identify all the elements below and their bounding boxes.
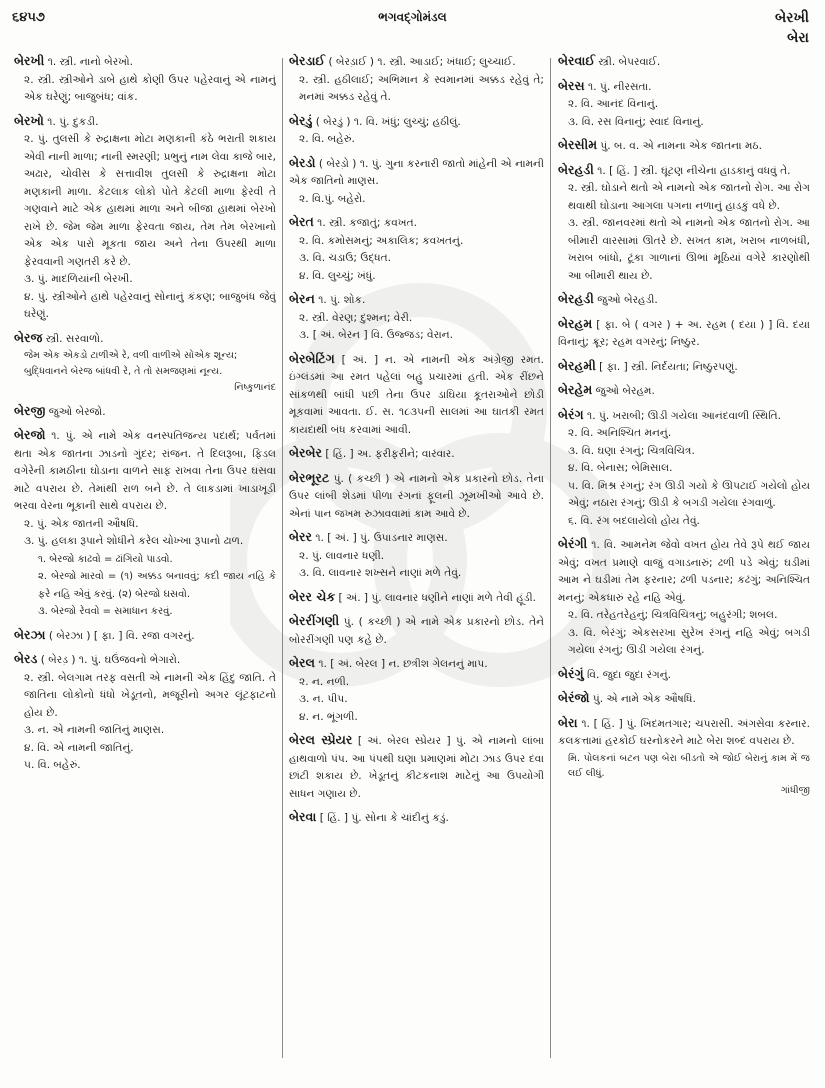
dictionary-entry	[558, 136, 810, 156]
dictionary-entry	[289, 612, 544, 649]
entry-idiom: ૩. બેરજો રેવવો = સમાધાન કરવું.	[38, 606, 173, 617]
entry-headword: બેરત	[289, 214, 314, 229]
entry-sense: ( બેરડ઼ાઈ ) ૧. સ્ત્રી. આડાઈ; ખંધાઈ; લુચ્ચાઈ.	[328, 56, 516, 68]
dictionary-entry	[289, 654, 544, 726]
entry-headword: બેરસીમ	[558, 137, 598, 152]
dictionary-entry	[558, 689, 810, 709]
dictionary-entry	[558, 665, 810, 685]
dictionary-entry	[558, 77, 810, 132]
column-1	[14, 52, 276, 1082]
entry-sense: ૩. વિ. રસ વિનાનું; સ્વાદ વિનાનું.	[568, 115, 704, 128]
entry-headword: બેરબેટિંગ	[289, 350, 335, 366]
entry-headword: બેરહેમ	[558, 382, 593, 397]
entry-sense: ( બેરડ઼ ) ૧. પું. ઘઉંજવનો ભેગારો.	[40, 654, 181, 666]
entry-headword: બેરર ચેક	[289, 588, 336, 604]
dictionary-entry	[558, 535, 810, 660]
entry-sense: પું. એ નામે એક ઔષધિ.	[592, 693, 696, 705]
entry-sense: ( બેરઝા ) [ ફા. ] વિ. રજા વગરનું.	[48, 629, 195, 642]
dictionary-entry	[558, 406, 810, 531]
entry-headword: બેરડ	[14, 651, 38, 666]
guide-word-first: બેરખી	[775, 10, 809, 26]
entry-headword: બેરખો	[14, 112, 44, 128]
entry-sense: ૩. વિ. લાવનાર શખ્સને નાણાં મળે તેવું.	[299, 567, 462, 579]
dictionary-entry	[289, 808, 544, 828]
dictionary-entry	[14, 329, 276, 397]
entry-sense: ૩. પું. માદળિયાંની બેરખી.	[24, 273, 133, 285]
entry-sense: ૩. વિ. ચડાઉ; ઉદ્ધત.	[299, 252, 392, 264]
column-2	[289, 52, 544, 1082]
entry-sense: ૨. વિ. બહેરું.	[299, 133, 355, 145]
entry-sense: ૩. [ અં. બેરન ] વિ. ઉજ્જડ; વેરાન.	[299, 329, 453, 341]
entry-headword: બેરબેર	[289, 445, 323, 460]
entry-sense: ૪. વિ. એ નામની જાતિનું.	[24, 741, 134, 754]
dictionary-body	[0, 52, 825, 1082]
entry-sense: ૨. સ્ત્રી. સ્ત્રીઓને ડાબે હાથે કોણી ઉપર પહેરવાનું એ નામનું એક ઘરેણું; બાજુબંધ; વાંક.	[24, 73, 276, 103]
quote-attribution: નિષ્કુળાનંદ	[234, 382, 276, 393]
dictionary-entry	[558, 315, 810, 352]
dictionary-entry	[289, 588, 544, 608]
guide-word-last: બેરા	[787, 30, 809, 46]
entry-sense: ૨. વિ.પું. બહેરો.	[299, 192, 366, 205]
entry-sense: [ ફા. બે ( વગર ) + અ. રહમ ( દયા ) ] વિ. દયા વિનાનું; ક્રૂર; રહમ વગરનું; નિષ્ઠુર.	[558, 318, 810, 348]
entry-sense: વિ. જુદા જુદા રંગનું.	[587, 668, 672, 681]
entry-headword: બેરંજો	[558, 690, 590, 705]
entry-sense: ૫. વિ. મિશ્ર રંગનું; રંગ ઊડી ગયો કે ઊપટાઈ ગયેલો હોય એવું; નઠારા રંગનું; ઊડી કે બગડી ગયેલા રંગવાળું.	[568, 479, 810, 509]
entry-sense: ( બેરડ઼ું ) ૧. વિ. ખંધું; લુચ્ચું; હઠીલું.	[315, 115, 461, 128]
entry-quote-line: જેમ એક એકડો ટાળીએ રે, વળી વાળીએ સોએક શૂન્ય;	[24, 350, 238, 361]
dictionary-entry	[289, 528, 544, 583]
entry-sense: [ હિં. ] અ. ફરીફરીને; વારંવાર.	[325, 448, 455, 460]
entry-sense: ૧. સ્ત્રી. કજાતું; કવખત.	[317, 217, 418, 229]
entry-sense: ૧. પું. શોક.	[318, 294, 366, 306]
entry-sense: ૧. [ અં. બેરલ ] ન. છત્રીશ ગેલનનું માપ.	[318, 658, 488, 670]
quote-attribution: ગાંધીજી	[780, 784, 810, 796]
entry-headword: બેરજો	[14, 427, 46, 442]
dictionary-entry	[289, 469, 544, 524]
entry-sense: [ અં. બેરલ સ્પ્રેયર ] પું. એ નામનો લાંબા હાથવાળો પંપ. આ પંપથી ઘણા પ્રમાણમાં મોટા ઝાડ ઉપર દવા છાંટી શકાય છે. ખેડૂતનું કીટકનાશ માટેનું આ ઉપયોગી સાધન ગણાય છે.	[289, 735, 544, 800]
running-title: ભગવદ્ગોમંડલ	[378, 10, 447, 24]
entry-sense: ૨. પું. એક જાતની ઔષધિ.	[24, 517, 139, 530]
entry-headword: બેરખી	[14, 53, 45, 68]
dictionary-entry	[14, 650, 276, 775]
entry-headword: બેરસ	[558, 77, 585, 93]
entry-headword: બેરંગ	[558, 406, 584, 422]
entry-sense: ૨. સ્ત્રી. બેલગામ તરફ વસતી એ નામની એક હિંદુ જાતિ. તે જાતિના લોકોનો ધંધો ખેડૂતનો, મજૂરીનો અગર લૂંટફાટનો હોય છે.	[24, 671, 276, 719]
dictionary-entry	[14, 426, 276, 621]
entry-sense: ૪. વિ. લુચ્ચું; ખંધું.	[299, 269, 376, 282]
entry-sense: ૧. [ અં. ] પું. ઉપાડનાર માણસ.	[315, 532, 448, 544]
entry-sense: [ અં. ] પું. લાવનાર ધણીને નાણાં મળે તેવી હૂંડી.	[338, 591, 537, 604]
entry-sense: પું. ( કચ્છી ) એ નામનો એક પ્રકારનો છોડ. તેના ઉપર લાંબી શેડમાં પીળા રંગનાં ફૂલની ઝૂમખીઓ આવે છે. એનાં પાન જખમ રુઝાવવામાં કામ આવે છે.	[289, 472, 544, 520]
entry-sense: ૩. ન. એ નામની જાતિનું માણસ.	[24, 724, 165, 736]
dictionary-entry	[14, 402, 276, 422]
dictionary-entry	[558, 714, 810, 800]
entry-sense: ૩. ન. પીપ.	[299, 693, 348, 705]
dictionary-entry	[558, 381, 810, 401]
entry-sense: ૩. વિ. ઘણા રંગનું; ચિત્રવિચિત્ર.	[568, 444, 695, 457]
dictionary-entry	[14, 112, 276, 324]
entry-headword: બેરવા	[289, 809, 317, 824]
entry-quote-line: બુદ્ધિવાનને બેરજ બાંધવી રે, તે તો સમજણમાં નૂન્ય.	[24, 365, 223, 377]
entry-headword: બેરડું	[289, 112, 313, 128]
entry-sense: ૨. વિ. કમોસમનું; અકાલિક; કવખતનું.	[299, 234, 464, 247]
entry-idiom: ૨. બેરજો મારવો = (૧) અક્કડ બનાવવું; કદી જાય નહિ કે ફરે નહિ એવું કરવું. (૨) બેરજો ઘસવો.	[38, 571, 276, 600]
dictionary-entry	[289, 52, 544, 107]
entry-headword: બેરવાઈ	[558, 53, 596, 68]
entry-sense: ૨. સ્ત્રી. વેરણ; દુશ્મન; વેરી.	[299, 311, 413, 324]
entry-sense: જુઓ બેરહમ.	[595, 385, 655, 397]
entry-sense: [ અં. ] ન. એ નામની એક અંગ્રેજી રમત. ઇંગ્લંડમાં આ રમત પહેલાં બહુ પ્રચારમાં હતી. એક રીંછને સાંકળથી બાંધી પછી તેના ઉપર ડાઘિયા કૂતરાઓને છોડી મૂકવામાં આવતા. ઈ. સ. ૧૮૩૫ની સાલમાં આ ઘાતકી રમત કાયદાથી બંધ કરવામાં આવી.	[289, 353, 544, 436]
entry-sense: ૨. વિ. અનિશ્ચિત મનનું.	[568, 427, 672, 439]
entry-headword: બેરજ	[14, 329, 43, 345]
entry-sense: ૪. ન. ભૂંગળી.	[299, 710, 358, 723]
entry-headword: બેરઝા	[14, 626, 46, 642]
dictionary-entry	[14, 626, 276, 646]
entry-sense: ૬. વિ. રંગ બદલાયેલો હોય તેવું.	[568, 514, 700, 527]
entry-sense: ૧. પું. દુકડી.	[47, 115, 99, 128]
entry-sense: ૧. [ હિં. ] પું. ખિદમતગાર; ચપરાસી. અંગસેવા કરનાર. કલકત્તામાં હરકોઈ ઘરનોકરને માટે બેરા શબ્દ વપરાય છે.	[558, 717, 810, 747]
page-header	[0, 0, 825, 48]
entry-headword: બેરર	[289, 529, 312, 544]
entry-headword: બેરલ	[289, 655, 315, 670]
entry-headword: બેરડાઈ	[289, 53, 326, 68]
page-number: ૬૪૫૭	[12, 10, 45, 25]
entry-sense: પું. ( કચ્છી ) એ નામે એક પ્રકારનો છોડ. તેને બોરરીંગણી પણ કહે છે.	[289, 616, 544, 646]
entry-sense: [ હિં. ] પું. સોના કે ચાંદીનું કડું.	[319, 812, 449, 824]
entry-sense: ૪. વિ. બેનાસ; બેમિસાલ.	[568, 462, 673, 474]
dictionary-entry	[14, 52, 276, 107]
entry-sense: ૫. વિ. બહેરું.	[24, 759, 81, 771]
entry-sense: ૧. સ્ત્રી. નાનો બેરખો.	[47, 56, 133, 68]
entry-sense: ( બેરડ઼ો ) ૧. પું. ગુના કરનારી જાતો માંહેની એ નામની એક જાતિનો માણસ.	[289, 157, 544, 187]
dictionary-entry	[289, 290, 544, 345]
dictionary-entry	[289, 350, 544, 440]
entry-headword: બેરજી	[14, 402, 46, 418]
entry-sense: ૪. પું. સ્ત્રીઓને હાથે પહેરવાનું સોનાનું કંકણ; બાજુબંધ જેવું ઘરેણું.	[24, 290, 276, 320]
dictionary-entry	[289, 731, 544, 803]
entry-headword: બેરંગું	[558, 665, 584, 681]
entry-sense: જુઓ બેરજો.	[48, 405, 106, 418]
entry-sense: ૩. પું. હલકા રૂપાને શોધીને કરેલ ચોખ્ખા રૂપાનો ઢાળ.	[24, 535, 244, 547]
entry-sense: ૩. વિ. બેરંગું; એકસરખા સુરેખ રંગનું નહિ એવું; બગડી ગયેલા રંગનું; ઊડી ગયેલા રંગનું.	[568, 626, 810, 656]
entry-headword: બેરા	[558, 714, 578, 730]
entry-sense: ૨. પું. તુલસી કે રુદ્રાક્ષના મોટા મણકાની કંઠે ભરાતી શકાય એવી નાની માળા; નાની સ્મરણી; પ્રભુનું નામ લેવા કાજે બાર, અઢાર, ચોવીસ કે સત્તાવીશ તુલસી કે રુદ્રાક્ષના મોટા મણકાની માળા. કેટલાક લોકો પોતે કેટલી માળા ફેરવી તે ગણવાને માટે એક હાથમાં માળા અને બીજા હાથમાં બેરખો રાખે છે. જેમ જેમ માળા ફેરવતા જાય, તેમ તેમ બેરખાનો એક એક પારો મૂકતા જાય અને તેના ઉપરથી માળા ફેરવવાની ગણતરી કરે છે.	[24, 133, 276, 268]
entry-sense: ૨. સ્ત્રી. હઠીલાઈ; અભિમાન કે સ્વમાનમાં અક્કડ રહેવું તે; મનમાં અક્કડ રહેવું તે.	[299, 73, 544, 103]
dictionary-entry	[289, 213, 544, 285]
dictionary-entry	[558, 161, 810, 286]
entry-sense: ૨. ન. નળી.	[299, 675, 350, 688]
entry-sense: ૨. સ્ત્રી. ઘોડાને થતો એ નામનો એક જાતનો રોગ. આ રોગ થવાથી ઘોડાના આગલા પગના નળાનું હાડકું વધે છે.	[568, 182, 810, 212]
entry-sense: [ ફા. ] સ્ત્રી. નિર્દયતા; નિષ્ઠુરપણું.	[599, 360, 738, 373]
entry-sense: ૨. વિ. આનંદ વિનાનું.	[568, 98, 659, 110]
entry-quote-line: મિ. પોલકનાં બટન પણ બેરા બીડતો એ જોઈ બેરાનું કામ મેં જ લઈ લીધું.	[568, 752, 810, 779]
entry-sense: પું. બ. વ. એ નામના એક જાતના મઠ.	[600, 140, 762, 152]
column-3	[558, 52, 810, 1082]
entry-sense: ૧. પું. એ નામે એક વનસ્પતિજન્ય પદાર્થ; પર્વતમાં થતા એક જાતના ઝાડનો ગુંદર; રાંજન. તે દિલરૂબા, ફિડલ વગેરેની કામઠીના ઘોડાના વાળને સાફ રાખવા તેના ઉપર ઘસવા માટે વપરાય છે. તેમાંથી રાળ બને છે. તે લાકડામાં ખાડાખૂડી ભરવા વેરના ભૂકાની સાથે વપરાય છે.	[14, 430, 276, 512]
entry-headword: બેરહડી	[558, 161, 594, 177]
entry-sense: ૩. સ્ત્રી. જાનવરમાં થતો એ નામનો એક જાતનો રોગ. આ બીમારી વારસામાં ઊતરે છે. સખત કામ, ખરાબ નાળબંધી, ખરાબ બાંધો, ટૂંકા ગાળાનાં ઊભાં મૂઠિયાં વગેરે કારણોથી આ બીમારી થાય છે.	[568, 217, 810, 282]
dictionary-entry	[289, 154, 544, 209]
entry-sense: ૨. વિ. તરેહતરેહનું; ચિત્રવિચિત્રનું; બહુરંગી; શબલ.	[568, 609, 778, 621]
dictionary-entry	[289, 112, 544, 149]
entry-headword: બેરભૂરટ	[289, 469, 330, 485]
entry-sense: સ્ત્રી. બેપરવાઈ.	[598, 56, 661, 68]
entry-headword: બેરન	[289, 291, 315, 306]
entry-headword: બેરલ સ્પ્રેયર	[289, 732, 353, 747]
entry-headword: બેરહડી	[558, 291, 594, 306]
entry-headword: બેરરીંગણી	[289, 613, 340, 628]
entry-sense: ૧. વિ. આમનેમ જેવો વખત હોય તેવે રૂપે થઈ જાય એવું; વખત પ્રમાણે વાજું વગાડનારું; ઢળી પડે એવું; ઘડીમાં આમ ને ઘડીમાં તેમ ફરનાર; ઢળી પડનાર; કઢંગું; અનિશ્ચિત મનનું; એકધારું રહે નહિ એવું.	[558, 539, 810, 604]
dictionary-entry	[289, 444, 544, 464]
entry-headword: બેરહમી	[558, 357, 596, 373]
entry-headword: બેરહમ	[558, 315, 593, 331]
entry-sense: ૧. પું. ખરાબી; ઊડી ગયેલા આનંદવાળી સ્થિતિ.	[587, 409, 782, 422]
dictionary-entry	[558, 357, 810, 377]
entry-sense: ૧. પું. નીરસતા.	[588, 80, 652, 93]
entry-sense: ૧. [ હિં. ] સ્ત્રી. ઘૂંટણ નીચેના હાડકાનું વધવું તે.	[597, 164, 791, 177]
entry-idiom: ૧. બેરજો કાઢવો = ઢાંગિયો પાડવો.	[38, 553, 173, 565]
entry-headword: બેરંગી	[558, 536, 588, 551]
dictionary-entry	[558, 52, 810, 72]
entry-sense: જુઓ બેરહડી.	[597, 294, 658, 306]
entry-headword: બેરડો	[289, 154, 316, 170]
entry-sense: સ્ત્રી. સરવાળો.	[45, 332, 104, 345]
entry-sense: ૨. પું. લાવનાર ધણી.	[299, 549, 385, 562]
dictionary-entry	[558, 290, 810, 310]
